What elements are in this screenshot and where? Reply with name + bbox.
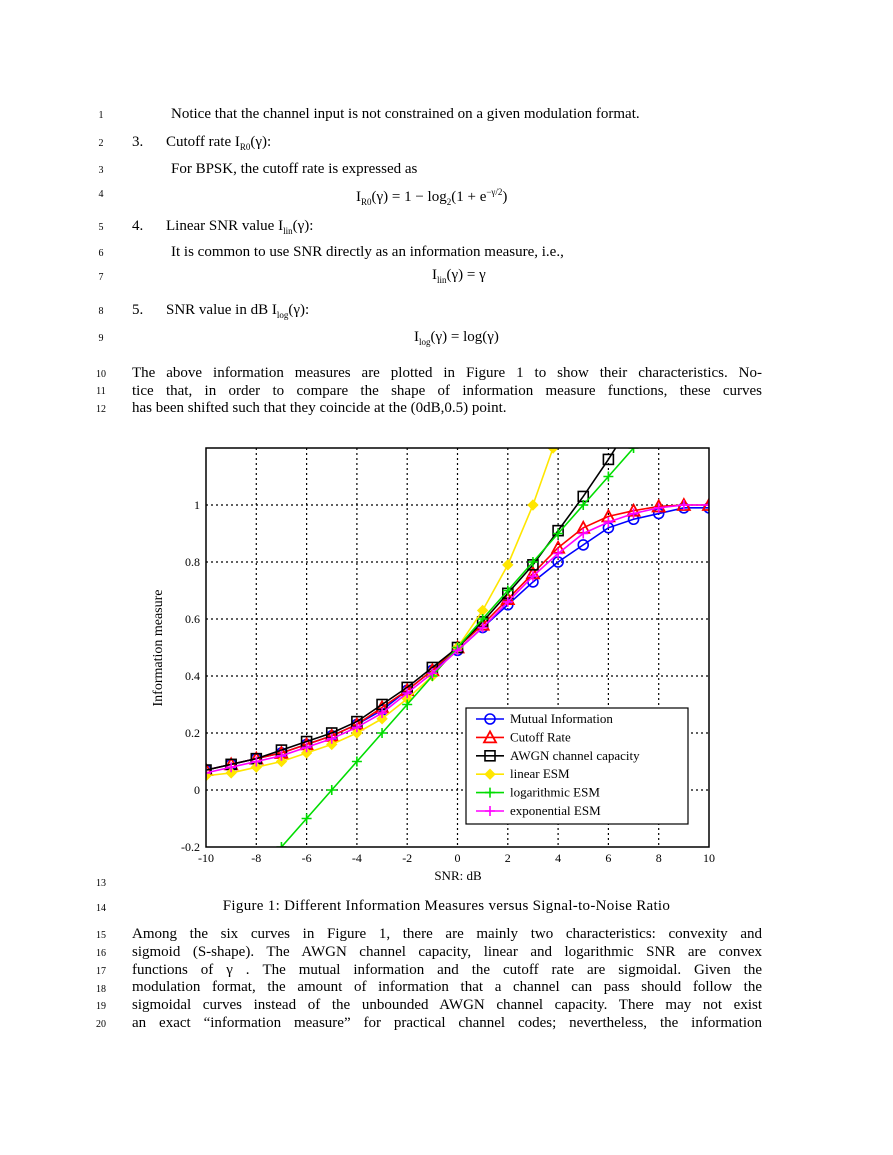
line-number: 7 [98,272,104,283]
item-number: 5. [132,302,144,318]
eq-rhs: (γ) = γ [446,267,486,283]
line-number: 17 [96,966,106,977]
information-measure-chart [140,438,740,888]
paragraph-line: functions of γ . The mutual information and the cutoff rate are sigmoidal. Given the [132,961,762,978]
line-number: 1 [98,110,104,121]
line-number: 6 [98,248,104,259]
item-description: For BPSK, the cutoff rate is expressed as [171,161,418,177]
x-axis-label: SNR: dB [434,868,482,883]
paragraph-line: sigmoidal curves instead of the unbounded AWGN channel capacity. There may not exist [132,997,762,1014]
line-number: 8 [98,306,104,317]
paragraph-line: sigmoid (S-shape). The AWGN channel capacity, linear and logarithmic SNR are convex [132,943,762,960]
item-label: Linear SNR value [166,218,275,234]
line-number: 20 [96,1019,106,1030]
paragraph-info-measures [132,365,762,418]
equation-log [414,329,499,351]
line-number: 18 [96,984,106,995]
legend-label: Mutual Information [510,711,613,726]
legend-label: logarithmic ESM [510,784,600,800]
y-tick-label: -0.2 [181,840,200,854]
x-tick-label: -10 [198,851,214,865]
y-tick-label: 0.6 [185,612,200,626]
eq-sub: log [419,337,431,347]
eq-sup: −γ/2 [486,187,503,197]
line-number: 4 [98,189,104,200]
line-number: 2 [98,138,104,149]
item-arg: (γ): [288,302,310,318]
item-subscript: R0 [239,142,251,152]
line-number: 14 [96,903,106,914]
item-symbol: I [278,218,284,234]
item-heading [166,302,309,324]
x-tick-label: 4 [555,851,562,865]
paragraph-line: Among the six curves in Figure 1, there are mainly two characteristics: convexity and [132,926,762,942]
eq-close: ) [502,189,508,205]
x-tick-label: -6 [301,851,312,865]
item-label: SNR value in dB [166,302,269,318]
item-description: It is common to use SNR directly as an information measure, i.e., [171,244,564,260]
line-number: 3 [98,165,104,176]
item-subscript: lin [283,226,293,236]
item-heading [166,218,313,240]
eq-log-sub: 2 [446,197,452,207]
eq-tail: (1 + e [451,189,487,205]
item-label: Cutoff rate [166,134,232,150]
y-tick-label: 1 [194,498,200,512]
y-tick-label: 0 [194,783,200,797]
y-tick-label: 0.2 [185,726,200,740]
eq-lhs: I [356,189,361,205]
item-number: 3. [132,134,144,150]
paragraph-line: modulation format, the amount of information that a channel can pass should follow the [132,979,762,996]
eq-sub: lin [437,275,447,285]
line-number: 19 [96,1001,106,1012]
line-number: 15 [96,930,106,941]
legend-label: Cutoff Rate [510,729,571,745]
x-tick-label: -4 [351,851,362,865]
paragraph-line: tice that, in order to compare the shape of information measure functions, these curves [132,382,762,399]
chart-legend [466,708,688,824]
item-arg: (γ): [250,134,272,150]
legend-label: linear ESM [510,766,570,782]
x-tick-label: 6 [605,851,612,865]
x-tick-label: 2 [504,851,511,865]
figure-caption: Figure 1: Different Information Measures versus Signal-to-Noise Ratio [222,898,671,914]
paragraph-discussion [132,926,762,1033]
line-number: 9 [98,333,104,344]
legend-label: AWGN channel capacity [510,747,640,763]
equation-linear [432,267,486,289]
eq-sub: R0 [361,197,372,207]
eq-rhs: (γ) = 1 − log [371,189,447,205]
top-note: Notice that the channel input is not constrained on a given modulation format. [171,106,640,122]
y-tick-label: 0.8 [185,555,200,569]
line-number: 11 [96,386,106,397]
x-tick-label: -2 [402,851,413,865]
item-symbol: I [271,302,277,318]
item-arg: (γ): [292,218,314,234]
item-symbol: I [234,134,240,150]
y-axis-label: Information measure [151,589,166,707]
x-tick-label: 10 [703,851,715,865]
line-number: 13 [96,878,106,889]
item-heading [166,134,271,156]
legend-label: exponential ESM [510,803,601,818]
paragraph-line: The above information measures are plotted in Figure 1 to show their characteristics. No- [132,365,762,381]
x-tick-label: 8 [655,851,662,865]
x-tick-label: -8 [251,851,262,865]
line-number: 12 [96,404,106,415]
eq-lhs: I [414,329,419,345]
equation-cutoff-rate [356,184,507,211]
x-tick-label: 0 [454,851,461,865]
eq-lhs: I [432,267,437,283]
paragraph-line: has been shifted such that they coincide at the (0dB,0.5) point. [132,400,507,416]
line-number: 16 [96,948,106,959]
line-number: 5 [98,222,104,233]
item-number: 4. [132,218,144,234]
paragraph-line: an exact “information measure” for practical channel codes; nevertheless, the information [132,1014,762,1031]
eq-rhs: (γ) = log(γ) [430,329,499,345]
item-subscript: log [276,310,289,320]
line-number: 10 [96,369,106,380]
y-tick-label: 0.4 [185,669,200,683]
